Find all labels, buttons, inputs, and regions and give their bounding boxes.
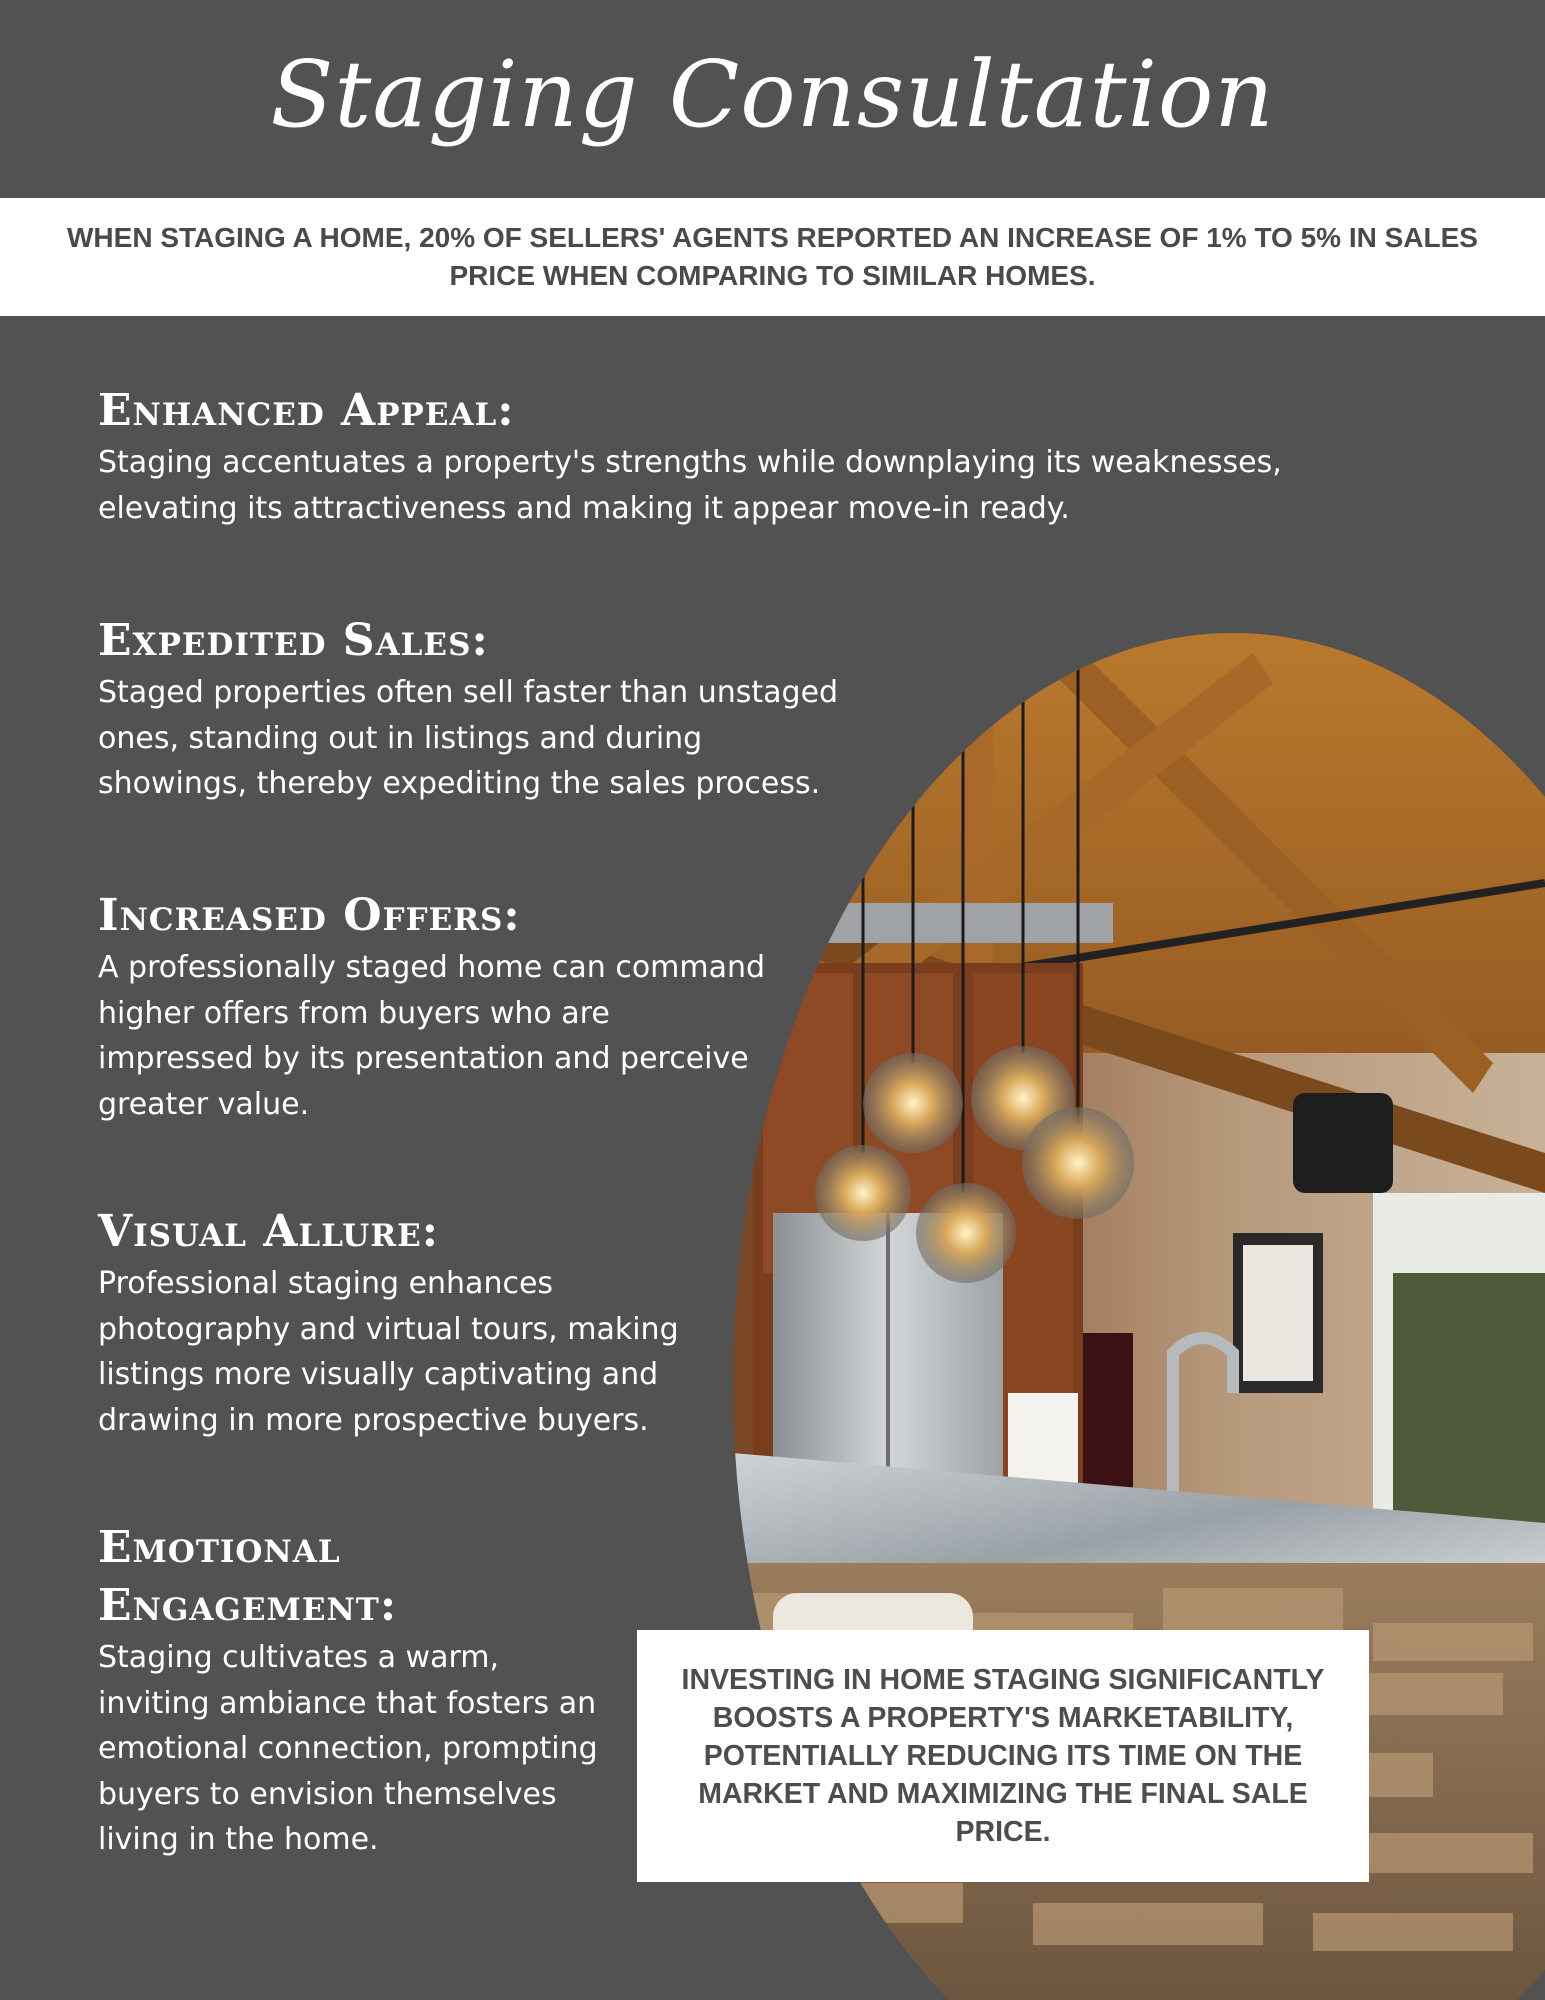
benefit-body: Staging accentuates a property's strengths while downplaying its weaknesses, elevating its attractiveness and making it appear move-in ready. (98, 445, 1282, 526)
benefit-heading: Emotional Engagement: (98, 1522, 398, 1631)
callout-box (637, 1630, 1369, 1882)
benefit-enhanced-appeal (98, 382, 1348, 531)
benefit-heading: Visual Allure: (98, 1206, 439, 1257)
benefit-heading: Expedited Sales: (98, 615, 489, 666)
benefit-heading: Enhanced Appeal: (98, 385, 515, 436)
benefit-heading: Increased Offers: (98, 890, 521, 941)
page-title: Staging Consultation (270, 41, 1275, 148)
stat-banner-text: WHEN STAGING A HOME, 20% OF SELLERS' AGENTS REPORTED AN INCREASE OF 1% TO 5% IN SALES PRICE WHEN COMPARING TO SIMILAR HOMES. (67, 222, 1478, 291)
callout-text: INVESTING IN HOME STAGING SIGNIFICANTLY BOOSTS A PROPERTY'S MARKETABILITY, POTENTIALLY REDUCING ITS TIME ON THE MARKET AND MAXIMIZING THE FINAL SALE PRICE. (681, 1664, 1325, 1848)
header-band (0, 0, 1545, 198)
benefit-body: A professionally staged home can command higher offers from buyers who are impressed by its presentation and perceive greater value. (98, 950, 766, 1122)
stat-banner (0, 198, 1545, 316)
benefit-body: Staged properties often sell faster than unstaged ones, standing out in listings and during showings, thereby expediting the sales process. (98, 675, 839, 801)
benefit-visual-allure (98, 1203, 698, 1443)
benefit-body: Professional staging enhances photography and virtual tours, making listings more visually captivating and drawing in more prospective buyers. (98, 1266, 679, 1438)
benefit-expedited-sales (98, 612, 858, 807)
benefit-body: Staging cultivates a warm, inviting ambiance that fosters an emotional connection, prompting buyers to envision themselves living in the home. (98, 1640, 598, 1857)
benefit-emotional-engagement (98, 1519, 618, 1863)
benefit-increased-offers (98, 887, 768, 1127)
